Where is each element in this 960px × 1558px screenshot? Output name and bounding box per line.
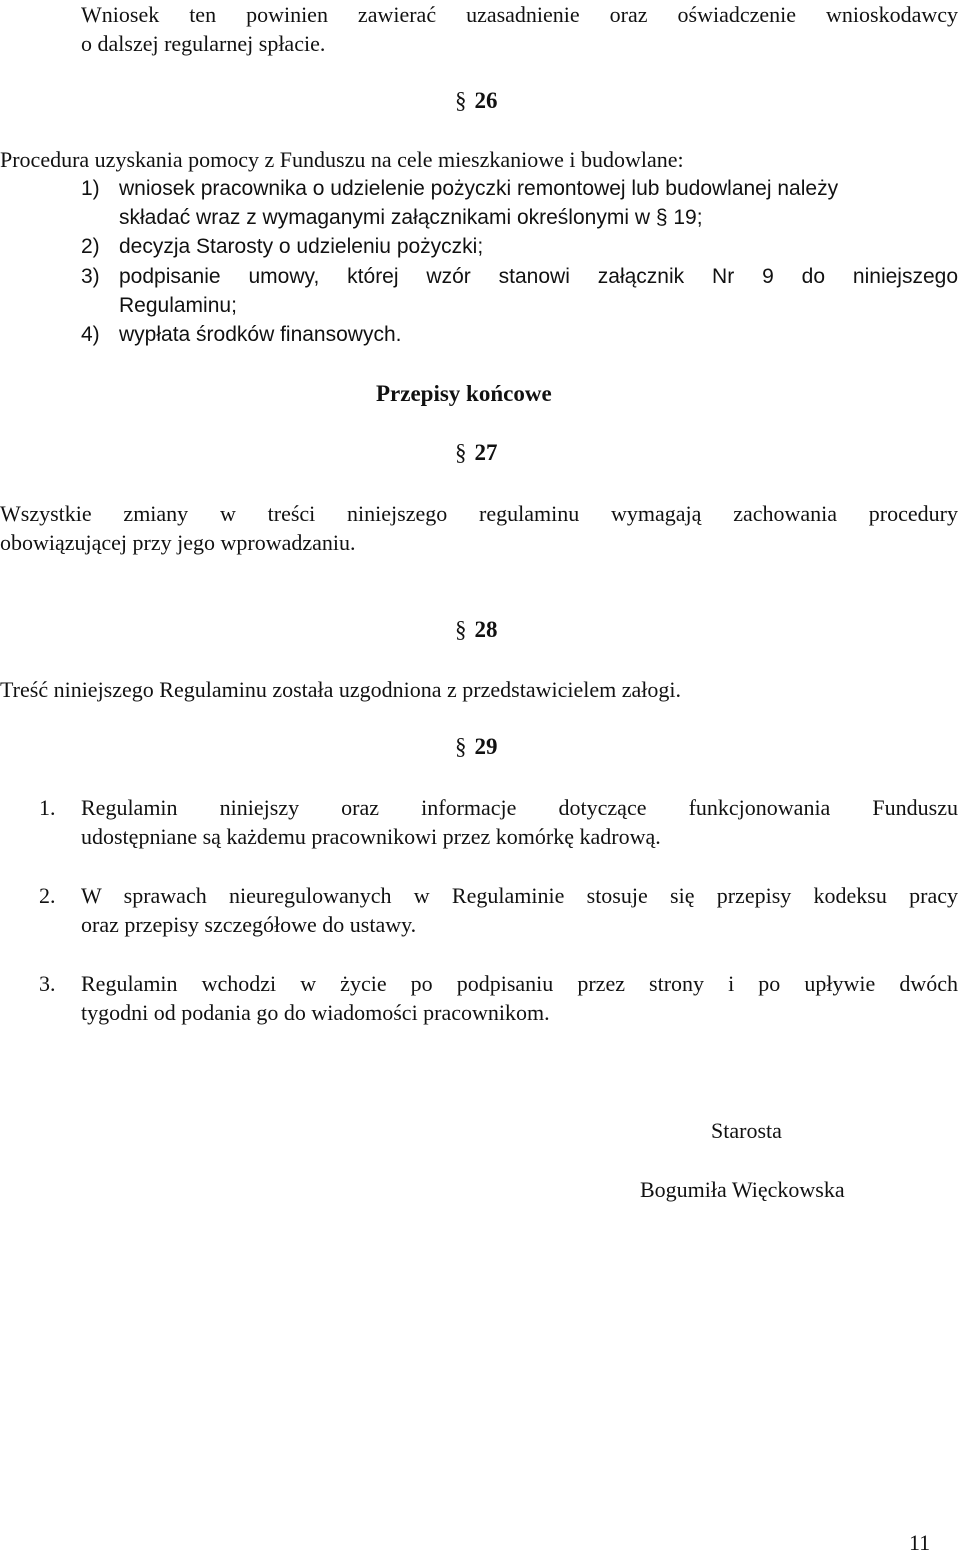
item-1-text-1: wniosek pracownika o udzielenie pożyczki remontowej lub budowlanej należy [119,177,839,200]
section-symbol: § [455,734,467,759]
clause-2-number: 2. [39,883,56,908]
clause-1-line-2: udostępniane są każdemu pracownikowi przez komórkę kadrową. [81,824,661,849]
section-symbol: § [455,88,467,113]
item-3-text-1: podpisanie umowy, której wzór stanowi załącznik Nr 9 do niniejszego [119,265,958,288]
section-26-lead: Procedura uzyskania pomocy z Funduszu na cele mieszkaniowe i budowlane: [0,147,684,172]
signature-name: Bogumiła Więckowska [640,1177,845,1202]
section-28-text: Treść niniejszego Regulaminu została uzgodniona z przedstawicielem załogi. [0,677,681,702]
section-27-line-2: obowiązującej przy jego wprowadzaniu. [0,530,356,555]
final-provisions-heading: Przepisy końcowe [376,381,552,406]
item-1-number: 1) [81,177,100,200]
section-number: 29 [474,734,498,759]
item-4-number: 4) [81,323,100,346]
intro-line-1: Wniosek ten powinien zawierać uzasadnienie oraz oświadczenie wnioskodawcy [81,2,958,27]
section-29-heading [455,734,498,760]
section-27-heading [455,440,498,466]
section-number: 27 [474,440,498,465]
section-number: 26 [474,88,498,113]
clause-3-line-1: Regulamin wchodzi w życie po podpisaniu przez strony i po upływie dwóch [81,971,958,996]
item-1-text-2: składać wraz z wymaganymi załącznikami określonymi w § 19; [119,206,703,229]
clause-1-number: 1. [39,795,56,820]
section-symbol: § [455,617,467,642]
section-symbol: § [455,440,467,465]
item-3-text-2: Regulaminu; [119,294,237,317]
item-3-number: 3) [81,265,100,288]
clause-2-line-2: oraz przepisy szczegółowe do ustawy. [81,912,417,937]
item-2-text: decyzja Starosty o udzieleniu pożyczki; [119,235,484,258]
clause-1-line-1: Regulamin niniejszy oraz informacje dotyczące funkcjonowania Funduszu [81,795,958,820]
item-4-text: wypłata środków finansowych. [119,323,402,346]
intro-line-2: o dalszej regularnej spłacie. [81,31,326,56]
clause-3-line-2: tygodni od podania go do wiadomości pracownikom. [81,1000,550,1025]
section-27-line-1: Wszystkie zmiany w treści niniejszego regulaminu wymagają zachowania procedury [0,501,958,526]
clause-3-number: 3. [39,971,56,996]
section-26-heading [455,88,498,114]
signature-title: Starosta [711,1118,782,1143]
section-number: 28 [474,617,498,642]
section-28-heading [455,617,498,643]
page-number: 11 [909,1530,931,1555]
clause-2-line-1: W sprawach nieuregulowanych w Regulaminie stosuje się przepisy kodeksu pracy [81,883,958,908]
item-2-number: 2) [81,235,100,258]
